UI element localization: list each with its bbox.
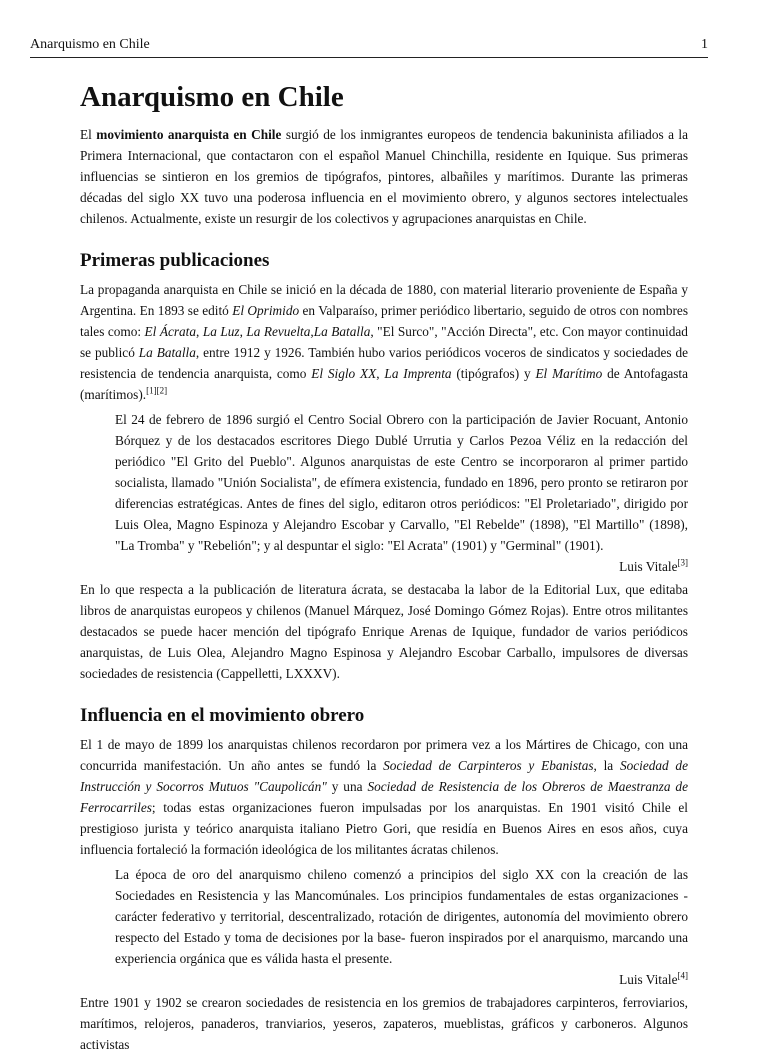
quote-text: La época de oro del anarquismo chileno comenzó a principios del siglo XX con la creación de las Sociedades en Resistencia y las Mancomúnales. Los principios fundamentales de estas organizaciones -carácter federativo y territorial, descentralizado, rotación de dirigentes, autonomía del movimiento obrero respecto del Estado y toma de decisiones por la base- fueron inspirados por el anarquismo, marcando una experiencia orgánica que es válida hasta el presente. bbox=[115, 867, 688, 966]
text-run: , entre 1912 y 1926. También hubo varios periódicos voceros de sindicatos y sociedades de resistencia de tendencia anarquista, como bbox=[80, 345, 688, 381]
periodical-name: La Revuelta bbox=[246, 324, 311, 339]
quote-text: El 24 de febrero de 1896 surgió el Centro Social Obrero con la participación de Javier Rocuant, Antonio Bórquez y de los destacados escritores Diego Dublé Urrutia y Carlos Pezoa Véliz en la redacción del periódico "El Grito del Pueblo". Algunos anarquistas de este Centro se incorporaron al primer partido socialista, llamado "Unión Socialista", de efímera existencia, fundado en 1896, pero pronto se retiraron por diferencias estratégicas. Antes de fines del siglo, editaron otros periódicos: "El Proletariado", dirigido por Luis Olea, Magno Espinoza y Alejandro Escobar y Carvallo, "El Rebelde" (1898), "El Martillo" (1898), "La Tromba" y "Rebelión"; y al despuntar el siglo: "El Acrata" (1901) y "Germinal" (1901). bbox=[115, 412, 688, 553]
attribution-author: Luis Vitale bbox=[619, 972, 678, 987]
periodical-name: La Imprenta bbox=[384, 366, 452, 381]
blockquote bbox=[115, 864, 688, 969]
text-run: , "El Surco", "Acción Directa", etc. Con mayor continuidad se publicó bbox=[80, 324, 688, 360]
periodical-name: El Ácrata bbox=[144, 324, 197, 339]
text-run: y una bbox=[326, 779, 368, 794]
section2-paragraph-2: Entre 1901 y 1902 se crearon sociedades de resistencia en los gremios de trabajadores carpinteros, ferroviarios, marítimos, relojeros, panaderos, tranviarios, yeseros, zapateros, mueblistas, gráficos y carboneros. Algunos activistas bbox=[80, 995, 688, 1052]
text-run: , bbox=[196, 324, 203, 339]
organization-name: Sociedad de Carpinteros y Ebanistas bbox=[383, 758, 594, 773]
periodical-name: La Batalla bbox=[138, 345, 196, 360]
section-heading-primeras-publicaciones: Primeras publicaciones bbox=[80, 250, 270, 271]
organization-name: Sociedad de Instrucción y Socorros Mutuos "Caupolicán" bbox=[80, 758, 688, 794]
section1-paragraph-2: En lo que respecta a la publicación de literatura ácrata, se destacaba la labor de la Editorial Lux, que editaba libros de anarquistas europeos y chilenos (Manuel Márquez, José Domingo Gómez Rojas). Entre otros militantes destacados se puede hacer mención del tipógrafo Enrique Arenas de Iquique, fundador de varios periódicos anarquistas, de Luis Olea, Alejandro Magno Espinosa y Alejandro Escobar Carballo, impulsores de diversas sociedades de resistencia (Cappelletti, LXXXV). bbox=[80, 582, 688, 681]
reference-link[interactable]: [1][2] bbox=[146, 385, 168, 396]
section1-paragraph-1 bbox=[80, 279, 688, 405]
reference-link[interactable]: [3] bbox=[677, 557, 688, 568]
blockquote bbox=[115, 409, 688, 556]
text-run: , bbox=[239, 324, 247, 339]
section2-paragraph-1 bbox=[80, 734, 688, 860]
reference-link[interactable]: [4] bbox=[677, 970, 688, 981]
quote-attribution bbox=[80, 969, 688, 990]
intro-text: El bbox=[80, 127, 97, 142]
text-run: El 1 de mayo de 1899 los anarquistas chilenos recordaron por primera vez a los Mártires de Chicago, con una concurrida manifestación. Un año antes se fundó la bbox=[80, 737, 688, 773]
text-run: (tipógrafos) y bbox=[451, 366, 536, 381]
periodical-name: La Luz bbox=[202, 324, 240, 339]
text-run: , bbox=[310, 324, 314, 339]
text-run: de Antofagasta (marítimos). bbox=[80, 366, 689, 402]
periodical-name: El Oprimido bbox=[232, 303, 300, 318]
section-heading-influencia: Influencia en el movimiento obrero bbox=[80, 705, 365, 726]
periodical-name: El Marítimo bbox=[535, 366, 603, 381]
text-run: ; todas estas organizaciones fueron impulsadas por los anarquistas. En 1901 visitó Chile el prestigioso jurista y teórico anarquista italiano Pietro Gori, que residía en Buenos Aires en esos años, cuya influencia fortaleció la formación ideológica de los militantes ácratas chilenos. bbox=[80, 800, 688, 857]
periodical-name: El Siglo XX bbox=[311, 366, 377, 381]
text-run: La propaganda anarquista en Chile se inició en la década de 1880, con material literario proveniente de España y Argentina. En 1893 se editó bbox=[80, 282, 688, 318]
page-number: 1 bbox=[701, 37, 708, 52]
intro-paragraph bbox=[80, 124, 688, 229]
organization-name: Sociedad de Resistencia de los Obreros de Maestranza de Ferrocarriles bbox=[80, 779, 688, 815]
text-run: en Valparaíso, primer periódico libertario, seguido de otros con nombres tales como: bbox=[80, 303, 688, 339]
attribution-author: Luis Vitale bbox=[619, 559, 678, 574]
intro-bold-term: movimiento anarquista en Chile bbox=[96, 127, 282, 142]
running-header-title: Anarquismo en Chile bbox=[30, 37, 150, 52]
article bbox=[80, 74, 688, 1058]
intro-text: surgió de los inmigrantes europeos de tendencia bakuninista afiliados a la Primera Internacional, que contactaron con el español Manuel Chinchilla, residente en Iquique. Sus primeras influencias se sintieron en los gremios de tipógrafos, pintores, albañiles y marítimos. Durante las primeras décadas del siglo XX tuvo una poderosa influencia en el movimiento obrero, y algunos sectores intelectuales chilenos. Actualmente, existe un resurgir de los colectivos y agrupaciones anarquistas en Chile. bbox=[80, 127, 688, 226]
article-title: Anarquismo en Chile bbox=[80, 81, 344, 113]
text-run: , la bbox=[593, 758, 620, 773]
text-run: , bbox=[376, 366, 385, 381]
periodical-name: La Batalla bbox=[313, 324, 371, 339]
running-header bbox=[30, 37, 708, 58]
quote-attribution bbox=[80, 556, 688, 577]
